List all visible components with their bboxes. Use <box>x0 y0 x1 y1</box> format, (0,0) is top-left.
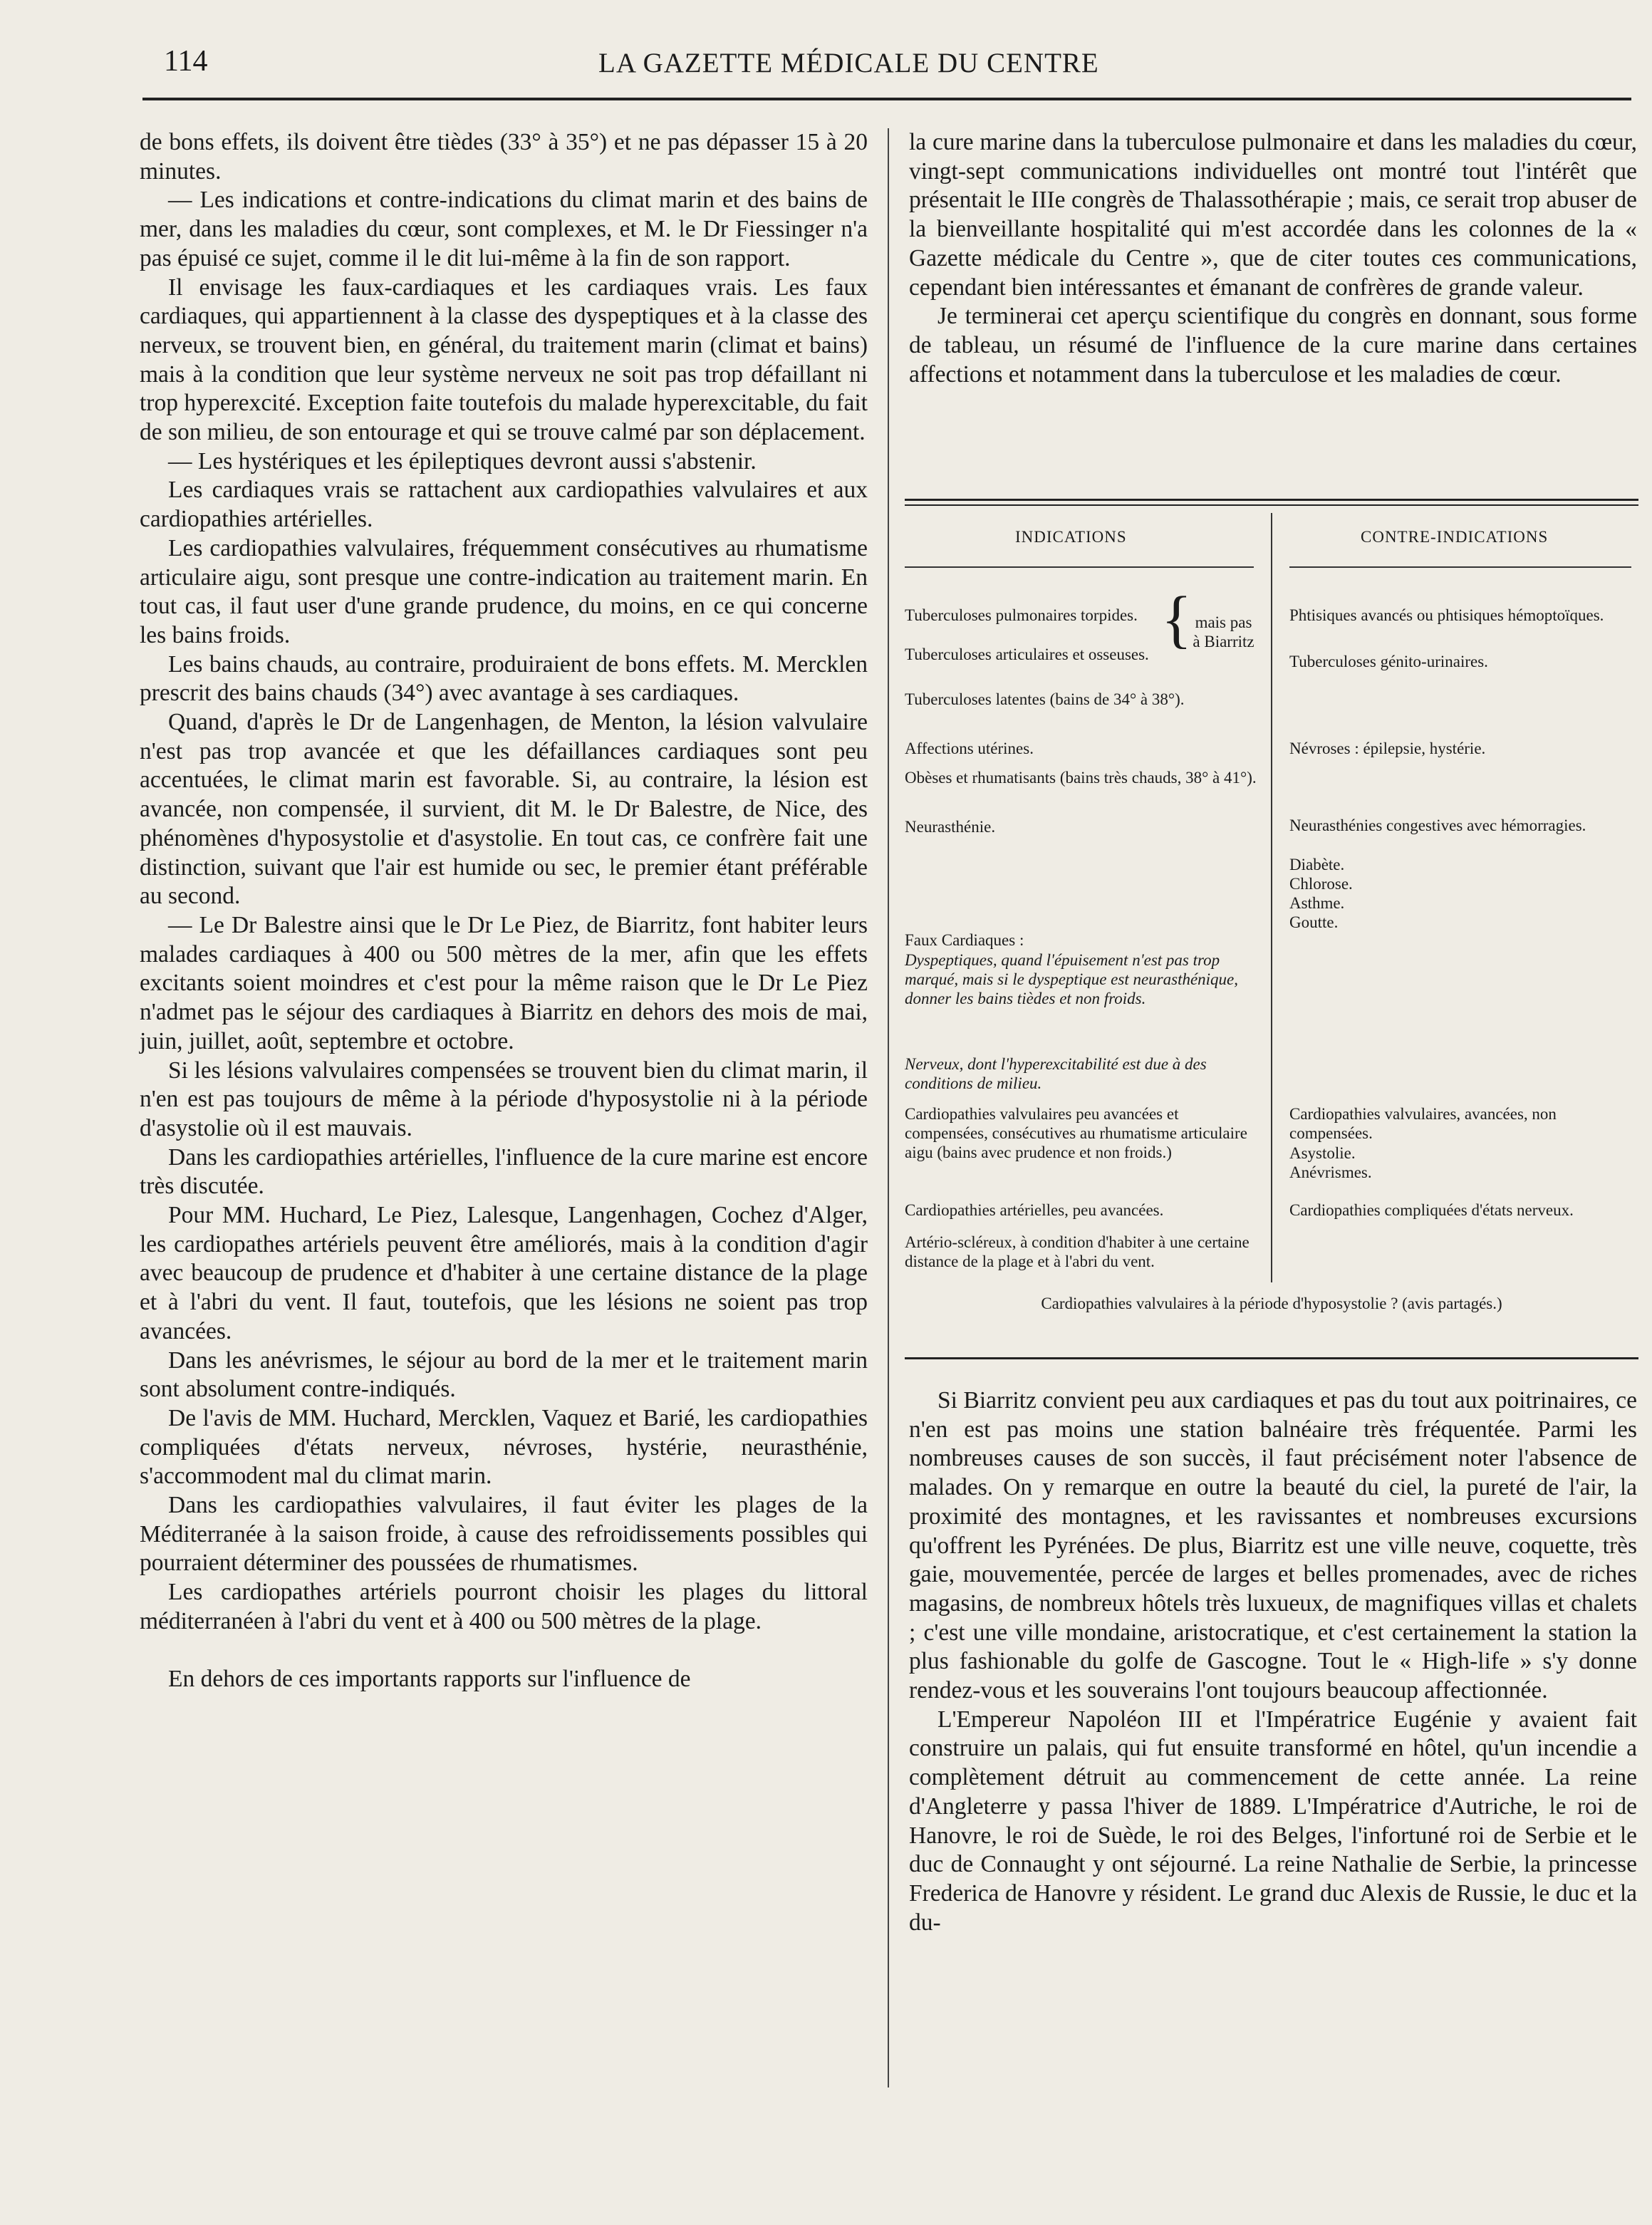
paragraph: Les cardiaques vrais se rattachent aux cardiopathies valvulaires et aux cardiopathies artérielles. <box>140 477 868 533</box>
paragraph: Dans les anévrismes, le séjour au bord de la mer et le traitement marin sont absolument contre-indiqués. <box>140 1347 868 1403</box>
left-column <box>140 128 868 1694</box>
table-cell: Cardiopathies artérielles, peu avancées. <box>905 1201 1164 1219</box>
header-rule <box>142 98 1631 100</box>
paragraph: Je terminerai cet aperçu scientifique du congrès en donnant, sous forme de tableau, un résumé de l'influence de la cure marine dans certaines affections et notamment dans la tuberculose et les maladies de cœur. <box>909 303 1637 388</box>
table-bottom-rule <box>905 1357 1638 1359</box>
paragraph: — Les hystériques et les épileptiques devront aussi s'abstenir. <box>168 447 757 474</box>
table-cell: Chlorose. <box>1289 875 1353 893</box>
paragraph: Quand, d'après le Dr de Langenhagen, de Menton, la lésion valvulaire n'est pas trop avancée et que les défaillances cardiaques sont peu accentuées, le climat marin est favorable. Si, au contraire, la lésion est avancée, non compensée, il survient, dit M. le Dr Balestre, de Nice, des phénomènes d'hyposystolie et d'asystolie. En tout cas, ce confrère fait une distinction, suivant que l'air est humide ou sec, le premier étant préférable au second. <box>140 709 868 910</box>
table-cell: Obèses et rhumatisants (bains très chauds, 38° à 41°). <box>905 769 1257 787</box>
right-column-bottom <box>909 1386 1637 1937</box>
paragraph: la cure marine dans la tuberculose pulmonaire et dans les maladies du cœur, vingt-sept communications individuelles ont montré tout l'intérêt que présentait le IIIe congrès de Thalassothérapie ; mais, ce serait trop abuser de la bienveillante hospitalité qui m'est accordée dans les colonnes de la « Gazette médicale du Centre », que de citer toutes ces communications, cependant bien intéressantes et émanant de confrères de grande valeur. <box>909 129 1637 301</box>
table-cell: Neurasthénie. <box>905 818 996 836</box>
table-cell: Tuberculoses articulaires et osseuses. <box>905 645 1149 663</box>
paragraph: de bons effets, ils doivent être tièdes (33° à 35°) et ne pas dépasser 15 à 20 minutes. <box>140 129 868 185</box>
table-cell: Anévrismes. <box>1289 1163 1372 1181</box>
table-cell: Névroses : épilepsie, hystérie. <box>1289 740 1486 757</box>
paragraph: Les cardiopathies valvulaires, fréquemment consécutives au rhumatisme articulaire aigu, sont presque une contre-indication au traitement marin. En tout cas, il faut user d'une grande prudence, du moins, en ce qui concerne les bains froids. <box>140 534 868 648</box>
table-cell: Dyspeptiques, quand l'épuisement n'est pas trop marqué, mais si le dyspeptique est neurasthénique, donner les bains tièdes et non froids. <box>905 951 1239 1007</box>
table-footer: Cardiopathies valvulaires à la période d'hyposystolie ? (avis partagés.) <box>1041 1295 1502 1312</box>
right-column-top <box>909 128 1637 389</box>
journal-title: LA GAZETTE MÉDICALE DU CENTRE <box>598 48 1099 78</box>
table-cell: Nerveux, dont l'hyperexcitabilité est due à des conditions de milieu. <box>905 1055 1207 1092</box>
table-cell: Phtisiques avancés ou phtisiques hémoptoïques. <box>1289 606 1604 624</box>
table-cell: Tuberculoses latentes (bains de 34° à 38°). <box>905 690 1185 708</box>
paragraph: L'Empereur Napoléon III et l'Impératrice Eugénie y avaient fait construire un palais, qui fut ensuite transformé en hôtel, qu'un incendie a complètement détruit au commencement de cette année. La reine d'Angleterre y passa l'hiver de 1889. L'Impératrice d'Autriche, le roi de Hanovre, le roi de Suède, le roi des Belges, l'infortuné roi de Serbie et le duc de Connaught y ont séjourné. La reine Nathalie de Serbie, la princesse Frederica de Hanovre y résident. Le grand duc Alexis de Russie, le duc et la du- <box>909 1706 1637 1936</box>
table-cell: Neurasthénies congestives avec hémorragies. <box>1289 816 1586 834</box>
table-cell: Tuberculoses génito-urinaires. <box>1289 653 1488 670</box>
table-cell: Affections utérines. <box>905 740 1034 757</box>
table-cell: Diabète. <box>1289 856 1345 873</box>
table-cell: Asystolie. <box>1289 1144 1356 1162</box>
paragraph: Si Biarritz convient peu aux cardiaques et pas du tout aux poitrinaires, ce n'en est pas moins une station balnéaire très fréquentée. Parmi les nombreuses causes de son succès, il faut précisément noter l'absence de malades. On y remarque en outre la beauté du ciel, la pureté de l'air, la proximité des montagnes, et les ravissantes et nombreuses excursions qu'offrent les Pyrénées. De plus, Biarritz est une ville neuve, coquette, très gaie, mouvementée, percée de larges et belles promenades, avec de riches magasins, de nombreux hôtels très luxueux, de magnifiques villas et chalets ; c'est une ville mondaine, aristocratique, et c'est certainement la station la plus fashionable du golfe de Gascogne. Tout le « High-life » s'y donne rendez-vous et les souverains l'ont toujours beaucoup affectionnée. <box>909 1387 1637 1704</box>
paragraph: Dans les cardiopathies valvulaires, il faut éviter les plages de la Méditerranée à la saison froide, à cause des refroidissements possibles qui pourraient déterminer des poussées de rhumatismes. <box>140 1492 868 1577</box>
table-cell: Cardiopathies valvulaires peu avancées et compensées, consécutives au rhumatisme articulaire aigu (bains avec prudence et non froids.) <box>905 1105 1247 1161</box>
table-header-contre-indications: CONTRE-INDICATIONS <box>1361 528 1549 546</box>
paragraph: Dans les cardiopathies artérielles, l'influence de la cure marine est encore très discutée. <box>140 1143 868 1200</box>
table-cell: Artério-scléreux, à condition d'habiter à une certaine distance de la plage et à l'abri du vent. <box>905 1233 1250 1270</box>
table-cell: Goutte. <box>1289 913 1339 931</box>
table-cell: Faux Cardiaques : <box>905 931 1024 949</box>
paragraph: Les cardiopathes artériels pourront choisir les plages du littoral méditerranéen à l'abri du vent et à 400 ou 500 mètres de la plage. <box>140 1579 868 1634</box>
paragraph: Il envisage les faux-cardiaques et les cardiaques vrais. Les faux cardiaques, qui appartiennent à la classe des dyspeptiques et à la classe des nerveux, se trouvent bien, en général, du traitement marin (climat et bains) mais à la condition que leur système nerveux ne soit pas trop défaillant ni trop hyperexcité. Exception faite toutefois du malade hyperexcitable, du fait de son milieu, de son entourage et qui se trouve calmé par son déplacement. <box>140 274 868 446</box>
paragraph: En dehors de ces importants rapports sur l'influence de <box>168 1665 691 1692</box>
paragraph: — Le Dr Balestre ainsi que le Dr Le Piez, de Biarritz, font habiter leurs malades cardiaques à 400 ou 500 mètres de la mer, afin que les effets excitants soient moindres et c'est pour la même raison que le Dr Le Piez n'admet pas le séjour des cardiaques à Biarritz en dehors des mois de mai, juin, juillet, août, septembre et octobre. <box>140 911 868 1054</box>
header-underline-right <box>1289 566 1631 568</box>
paragraph: — Les indications et contre-indications du climat marin et des bains de mer, dans les maladies du cœur, sont complexes, et M. le Dr Fiessinger n'a pas épuisé ce sujet, comme il le dit lui-même à la fin de son rapport. <box>140 187 868 271</box>
table-top-rule <box>905 499 1638 506</box>
table-cell: Cardiopathies valvulaires, avancées, non compensées. <box>1289 1105 1557 1142</box>
table-divider <box>1271 513 1272 1282</box>
paragraph: Si les lésions valvulaires compensées se trouvent bien du climat marin, il n'en est pas toujours de même à la période d'hyposystolie ni à la période d'asystolie où il est mauvais. <box>140 1057 868 1141</box>
paragraph: Les bains chauds, au contraire, produiraient de bons effets. M. Mercklen prescrit des bains chauds (34°) avec avantage à ses cardiaques. <box>140 650 868 707</box>
page-number: 114 <box>164 45 208 78</box>
paragraph: De l'avis de MM. Huchard, Mercklen, Vaquez et Barié, les cardiopathies compliquées d'états nerveux, névroses, hystérie, neurasthénie, s'accommodent mal du climat marin. <box>140 1404 868 1490</box>
table-cell: Cardiopathies compliquées d'états nerveux. <box>1289 1201 1574 1219</box>
indications-table <box>905 499 1638 1339</box>
table-header-indications: INDICATIONS <box>1015 528 1127 546</box>
table-cell: Asthme. <box>1289 894 1345 912</box>
table-cell: Tuberculoses pulmonaires torpides. <box>905 606 1138 624</box>
paragraph: Pour MM. Huchard, Le Piez, Lalesque, Langenhagen, Cochez d'Alger, les cardiopathes artériels peuvent être améliorés, mais à la condition d'agir avec beaucoup de prudence et d'habiter à une certaine distance de la plage et à l'abri du vent. Il faut, toutefois, que les lésions ne soient pas trop avancées. <box>140 1202 868 1344</box>
table-cell: mais pas à Biarritz <box>1193 613 1254 650</box>
brace: { <box>1161 584 1193 655</box>
header-underline-left <box>905 566 1254 568</box>
column-divider <box>888 128 889 2087</box>
page-header <box>164 44 1183 87</box>
